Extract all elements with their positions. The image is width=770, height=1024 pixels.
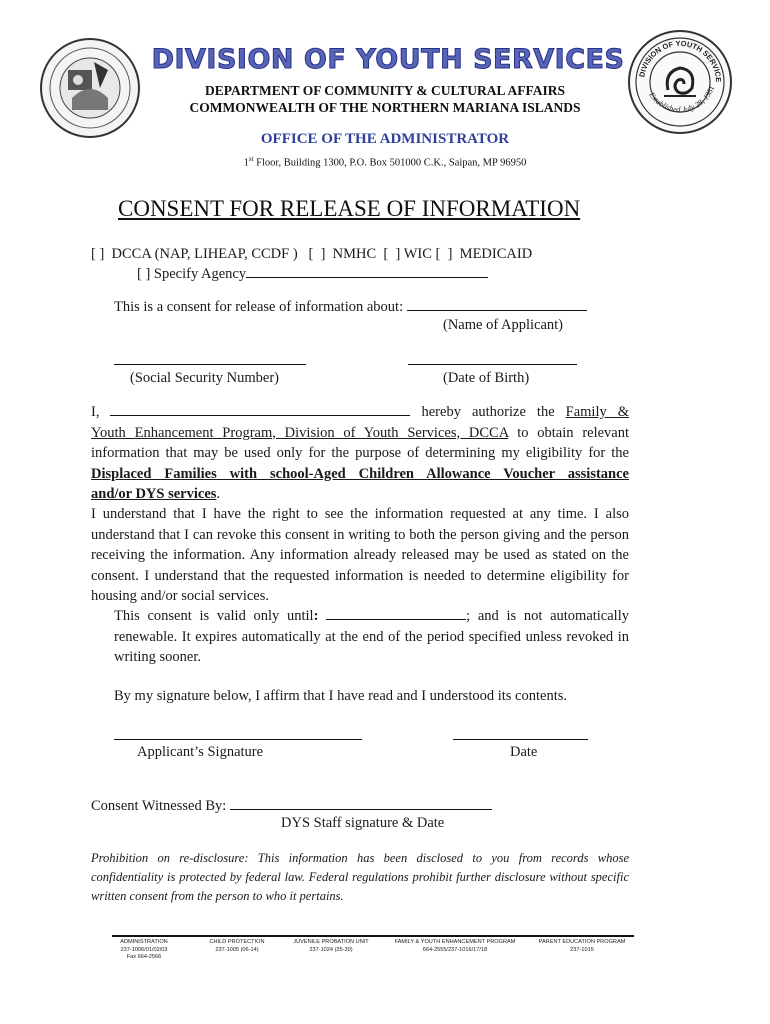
footer-parent-education: PARENT EDUCATION PROGRAM 237-1015 xyxy=(538,939,626,953)
authorization-paragraph: I, hereby authorize the Family & Youth Enhancement Program, Division of Youth Services, DCCA to obtain relevant information that may be used only for the purpose of determining my eligibility for the Displaced Families with school-Aged Children Allowance Voucher assistance and/or DYS services. xyxy=(91,404,630,502)
right-seal xyxy=(628,30,732,134)
prohibition-notice: Prohibition on re-disclosure: This information has been disclosed to you from records whose confidentiality is protected by federal law. Federal regulations prohibit further disclosure without specific written consent from the person to who it pertains. xyxy=(91,851,629,903)
office-address: 1st Floor, Building 1300, P.O. Box 501000 C.K., Saipan, MP 96950 xyxy=(243,155,527,169)
svg-text:Established July 28, 1981 xyxy=(647,84,717,114)
applicant-signature-label: Applicant’s Signature xyxy=(137,744,264,760)
dob-label: (Date of Birth) xyxy=(443,370,530,386)
date-label: Date xyxy=(510,744,538,760)
footer-administration: ADMINISTRATION 237-1006/01/02/03 Fax 664-2566 xyxy=(120,939,168,960)
valid-until-date-line[interactable] xyxy=(326,607,466,620)
name-of-applicant-label: (Name of Applicant) xyxy=(443,317,563,333)
date-line[interactable] xyxy=(453,739,588,740)
understand-paragraph: I understand that I have the right to see the information requested at any time. I also understand that I can revoke this consent in writing to both the person giving and the person receiving the information. Any information already released may be used as stated on the consent. I understand that the requested information is needed to determine eligibility for housing and/or social services. xyxy=(91,506,629,604)
affirm-statement: By my signature below, I affirm that I have read and I understood its contents. xyxy=(114,688,568,704)
agency-checkboxes[interactable]: [ ] DCCA (NAP, LIHEAP, CCDF ) [ ] NMHC [ ] WIC [ ] MEDICAID xyxy=(91,246,533,262)
right-seal-bottom-text: Established July 28, 1981 xyxy=(647,84,717,115)
staff-signature-label: DYS Staff signature & Date xyxy=(281,815,445,831)
dob-line[interactable] xyxy=(408,364,577,365)
office-title: OFFICE OF THE ADMINISTRATOR xyxy=(260,131,510,147)
footer-child-protection: CHILD PROTECTION 237-1005 (06-14) xyxy=(209,939,265,953)
valid-until-paragraph: This consent is valid only until: ; and is not automatically renewable. It expires automatically at the end of the period specified unless revoked in writing sooner. xyxy=(114,608,629,665)
applicant-name-line[interactable] xyxy=(407,298,587,311)
applicant-signature-line[interactable] xyxy=(114,739,362,740)
footer-family-youth-program: FAMILY & YOUTH ENHANCEMENT PROGRAM 664-2555/237-1016/17/18 xyxy=(394,939,516,953)
division-title: DIVISION OF YOUTH SERVICES xyxy=(151,44,625,75)
footer-divider xyxy=(112,935,634,937)
form-heading: CONSENT FOR RELEASE OF INFORMATION xyxy=(118,196,581,221)
ssn-label: (Social Security Number) xyxy=(130,370,279,386)
right-seal-top-text: DIVISION OF YOUTH SERVICE xyxy=(637,38,724,83)
witnessed-by-line: Consent Witnessed By: xyxy=(91,796,492,817)
commonwealth-name: COMMONWEALTH OF THE NORTHERN MARIANA ISLANDS xyxy=(189,100,581,115)
ssn-line[interactable] xyxy=(114,364,306,365)
specify-agency-line[interactable] xyxy=(246,265,488,278)
left-seal xyxy=(40,38,140,138)
specify-agency-field[interactable]: [ ] Specify Agency xyxy=(137,264,488,285)
authorizer-name-line[interactable] xyxy=(110,403,410,416)
footer-juvenile-probation: JUVENILE PROBATION UNIT 237-1024 (25-30) xyxy=(293,939,369,953)
seal-emblem-icon xyxy=(42,40,138,136)
witness-signature-line[interactable] xyxy=(230,797,492,810)
department-name: DEPARTMENT OF COMMUNITY & CULTURAL AFFAIRS xyxy=(205,83,565,98)
consent-about-line: This is a consent for release of information about: xyxy=(114,297,587,318)
dys-seal-icon xyxy=(630,32,730,132)
